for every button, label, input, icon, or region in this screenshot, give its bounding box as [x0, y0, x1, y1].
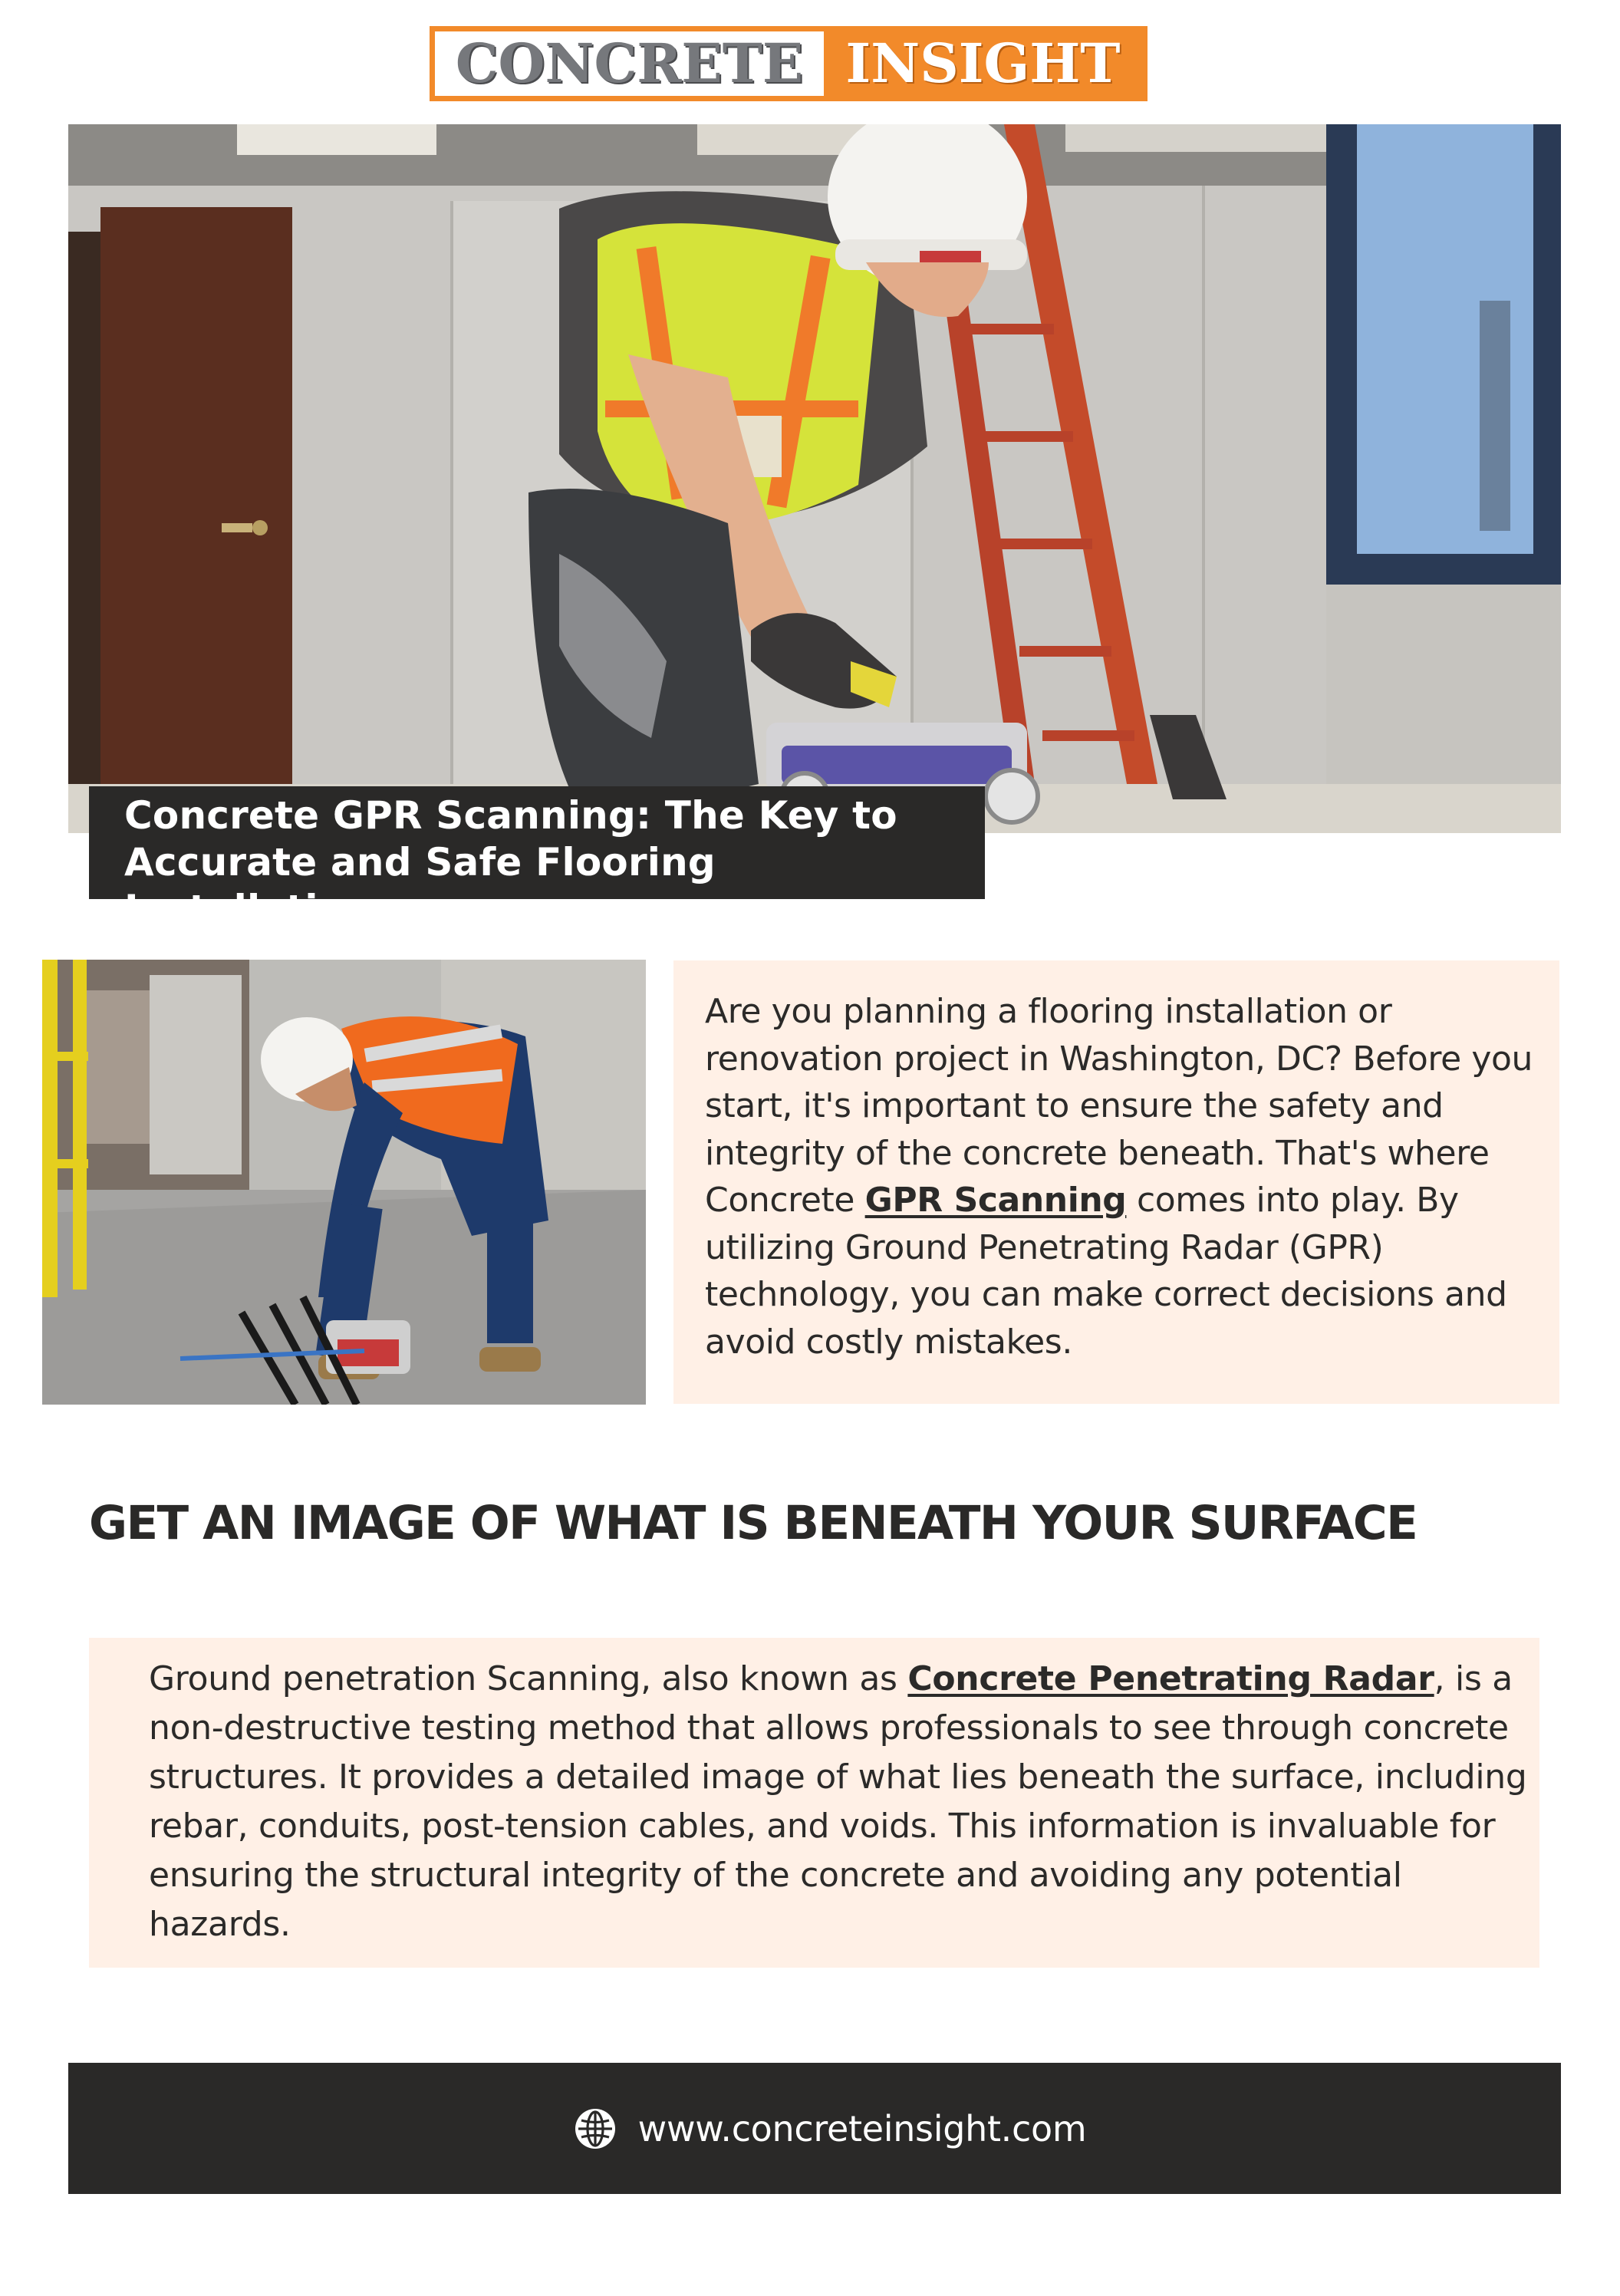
gpr-text-start: Ground penetration Scanning, also known as [149, 1659, 908, 1698]
intro-paragraph [705, 988, 1544, 1365]
concrete-penetrating-radar-link[interactable]: Concrete Penetrating Radar [907, 1659, 1434, 1698]
logo [430, 26, 1148, 101]
globe-icon [574, 2107, 617, 2150]
gpr-description-box [89, 1638, 1539, 1968]
hero-title-line-1: Concrete GPR Scanning: The Key to [124, 793, 897, 838]
logo-word-insight: INSIGHT [845, 31, 1121, 95]
website-link[interactable]: www.concreteinsight.com [637, 2107, 1087, 2149]
hero-photo [68, 124, 1561, 833]
footer [68, 2063, 1561, 2194]
intro-text-end: comes into play. By utilizing Ground Penetrating Radar (GPR) technology, you can make correct decisions and avoid costly mistakes. [705, 1181, 1507, 1362]
logo-word-concrete: CONCRETE [435, 31, 824, 96]
gpr-text-end: , is a non-destructive testing method that allows professionals to see through concrete structures. It provides a detailed image of what lies beneath the surface, including rebar, conduits, post-tension cables, and voids. This information is invaluable for ensuring the structural integrity of the concrete and avoiding any potential hazards. [149, 1659, 1527, 1944]
hero-title-line-2: Accurate and Safe Flooring Installations [124, 840, 716, 931]
gpr-paragraph [149, 1655, 1527, 1949]
gpr-scanning-link[interactable]: GPR Scanning [864, 1181, 1127, 1220]
intro-text-box [673, 960, 1559, 1404]
section-heading: GET AN IMAGE OF WHAT IS BENEATH YOUR SURFACE [89, 1496, 1418, 1550]
hero-title [89, 786, 985, 931]
intro-text-start: Are you planning a flooring installation or renovation project in Washington, DC? Before you start, it's important to ensure the safety and integrity of the concrete beneath. That's where Concrete [705, 992, 1533, 1220]
worker-scanning-photo [42, 960, 646, 1405]
